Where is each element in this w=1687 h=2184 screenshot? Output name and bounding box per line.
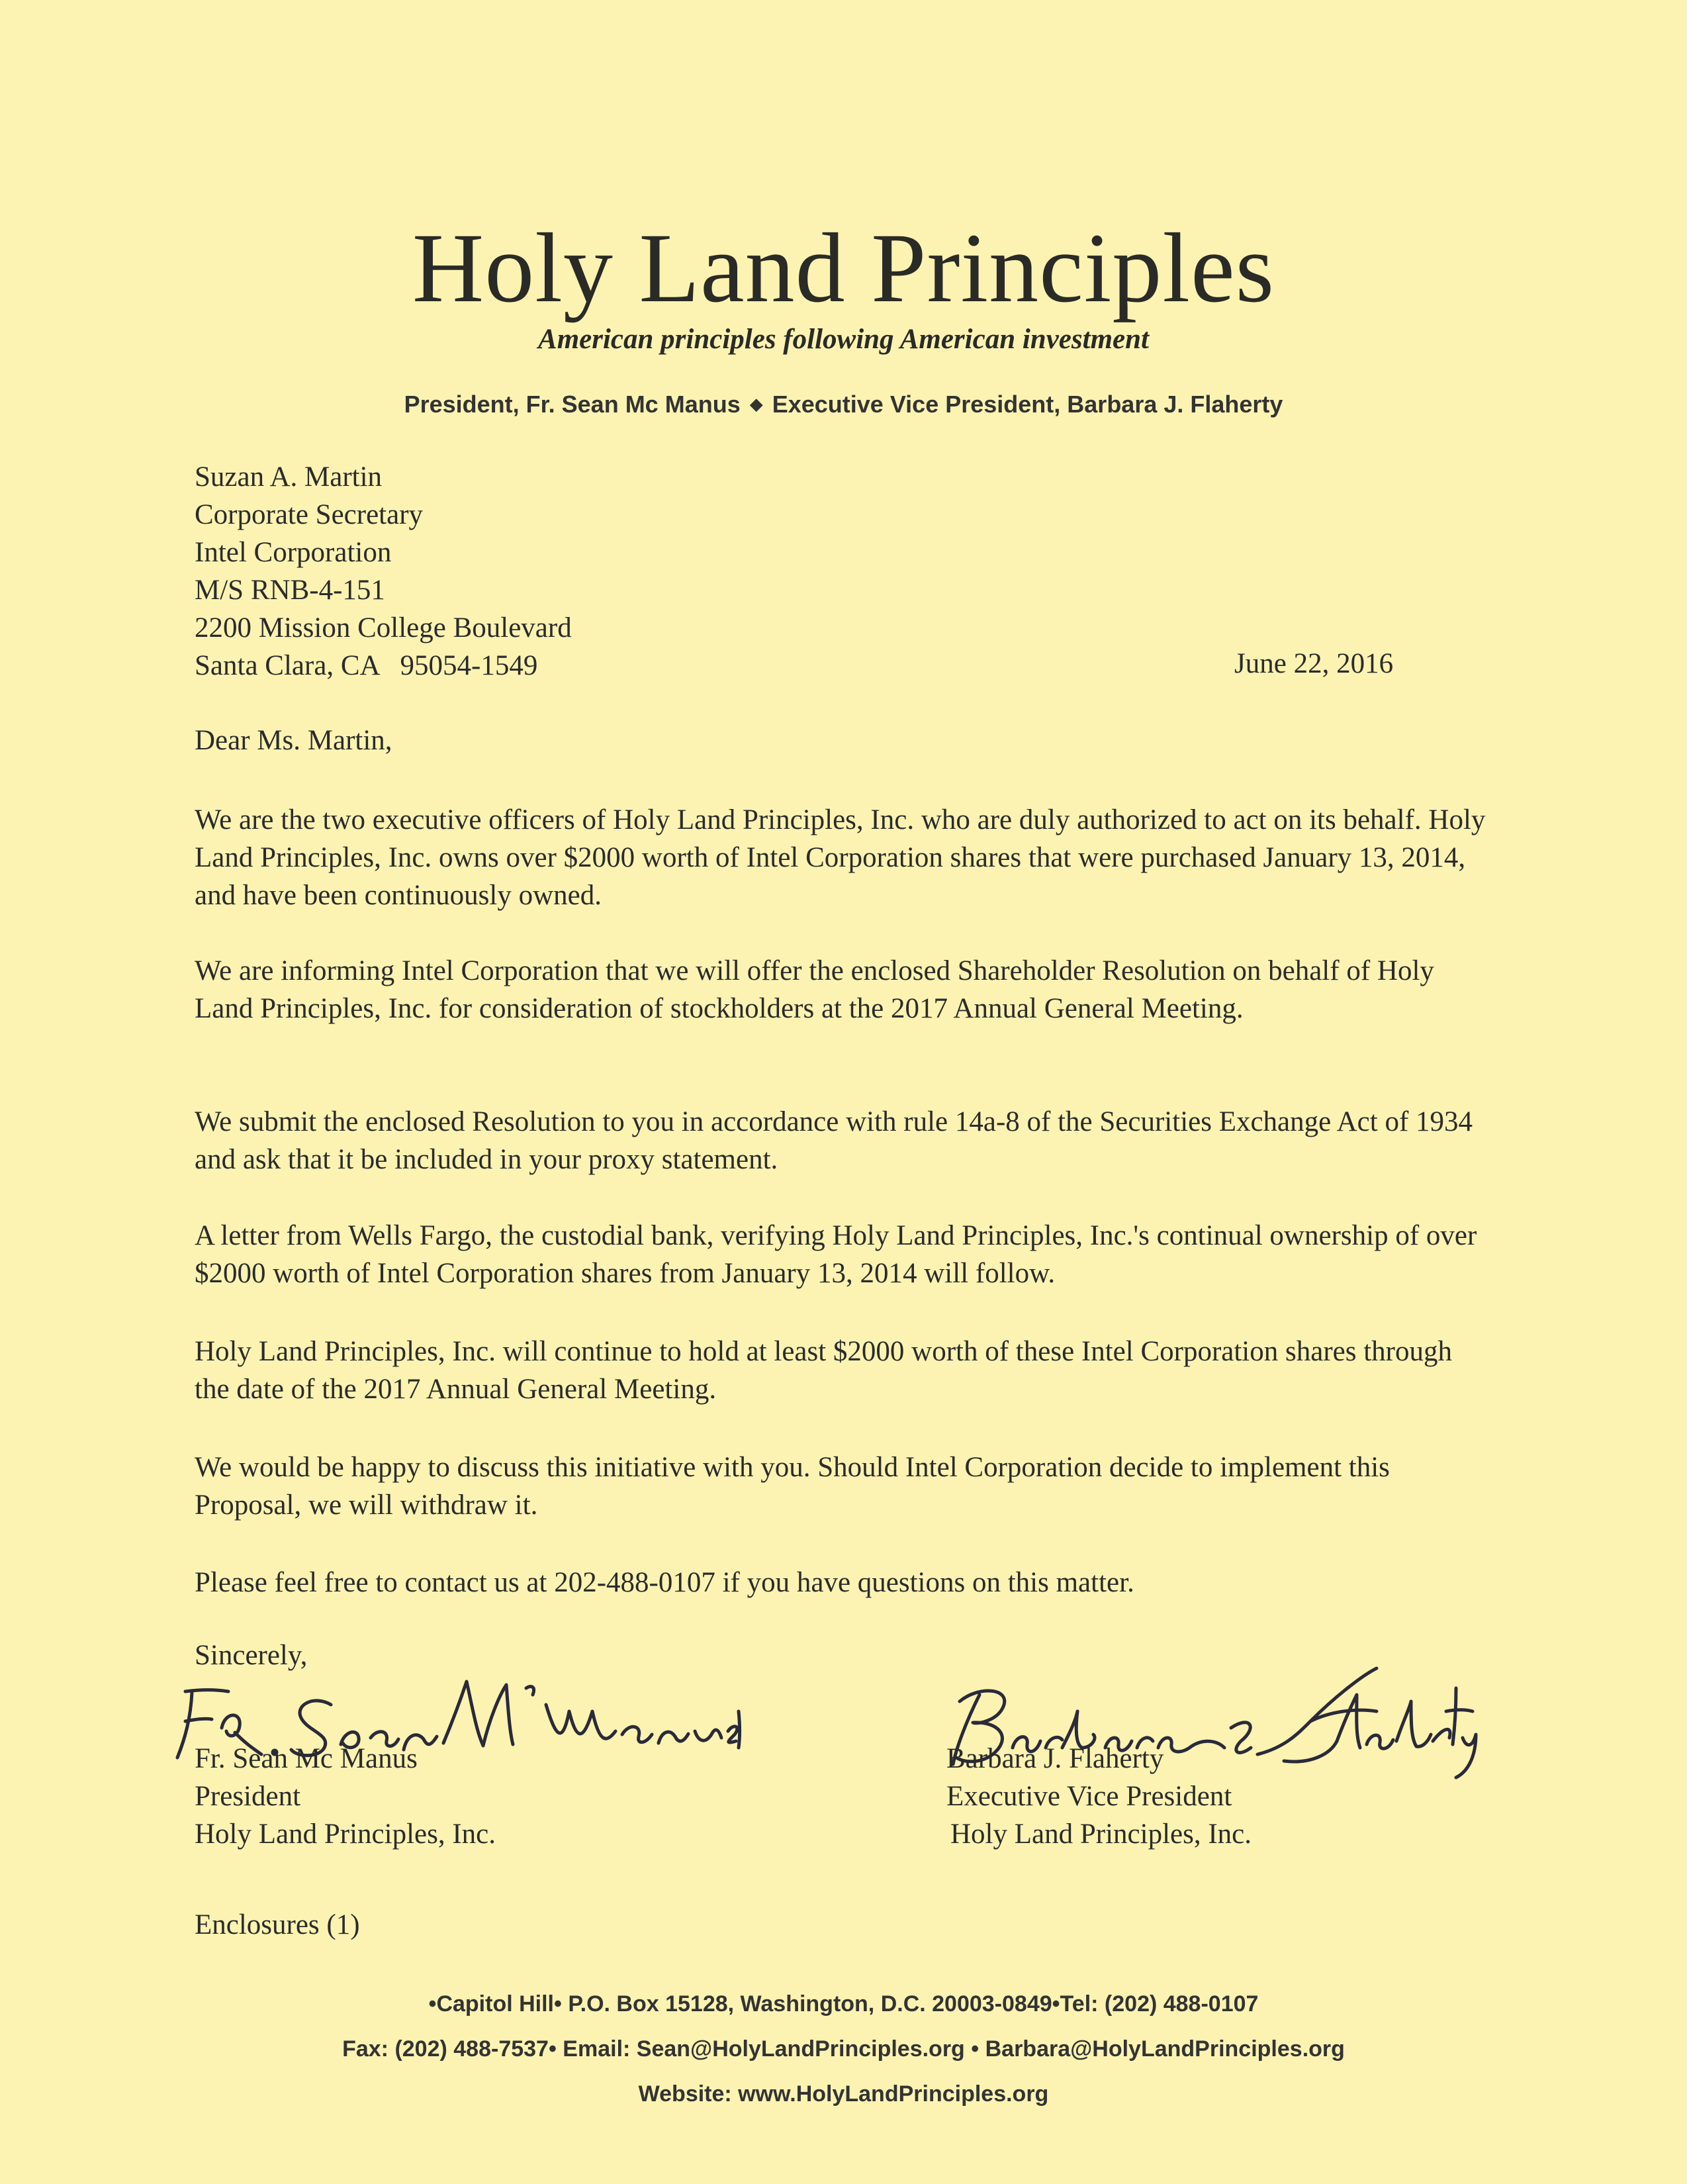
- letterhead-president: President, Fr. Sean Mc Manus: [404, 391, 741, 418]
- recipient-company: Intel Corporation: [195, 537, 392, 568]
- body-paragraph-5: Holy Land Principles, Inc. will continue to hold at least $2000 worth of these Intel Corporation shares through the date of the 2017 Annual General Meeting.: [195, 1336, 1452, 1405]
- body-paragraph-7: Please feel free to contact us at 202-488-0107 if you have questions on this matter.: [195, 1567, 1134, 1598]
- body-paragraph-2: We are informing Intel Corporation that we will offer the enclosed Shareholder Resolution on behalf of Holy Land Principles, Inc. for consideration of stockholders at the 2017 Annual General Meeting.: [195, 955, 1434, 1024]
- salutation: Dear Ms. Martin,: [195, 725, 392, 756]
- letter-date: June 22, 2016: [1234, 648, 1394, 679]
- signer-2-title: Executive Vice President: [946, 1781, 1232, 1812]
- body-paragraph-4: A letter from Wells Fargo, the custodial bank, verifying Holy Land Principles, Inc.'s continual ownership of over $2000 worth of Intel Corporation shares from January 13, 2014 will follow.: [195, 1220, 1477, 1289]
- letterhead-officers: [0, 391, 1687, 418]
- diamond-separator-icon: ◆: [749, 394, 763, 414]
- footer-address: •Capitol Hill• P.O. Box 15128, Washington, D.C. 20003-0849•Tel: (202) 488-0107: [428, 1991, 1259, 2017]
- recipient-address: [195, 458, 572, 685]
- letterhead-tagline: American principles following American investment: [538, 324, 1149, 355]
- signer-1-org: Holy Land Principles, Inc.: [195, 1819, 496, 1850]
- letterhead-evp: Executive Vice President, Barbara J. Flaherty: [772, 391, 1283, 418]
- body-paragraph-6: We would be happy to discuss this initiative with you. Should Intel Corporation decide to implement this Proposal, we will withdraw it.: [195, 1452, 1390, 1521]
- enclosures: Enclosures (1): [195, 1909, 360, 1940]
- signer-2-org: Holy Land Principles, Inc.: [950, 1819, 1252, 1850]
- recipient-title: Corporate Secretary: [195, 499, 424, 530]
- signer-1-block: [195, 1740, 496, 1853]
- footer-website: Website: www.HolyLandPrinciples.org: [638, 2081, 1049, 2107]
- signer-2-block: [946, 1740, 1252, 1853]
- recipient-name: Suzan A. Martin: [195, 461, 383, 493]
- footer-contact: Fax: (202) 488-7537• Email: Sean@HolyLandPrinciples.org • Barbara@HolyLandPrinciples.org: [342, 2036, 1345, 2062]
- recipient-city: Santa Clara, CA 95054-1549: [195, 650, 538, 681]
- signer-1-title: President: [195, 1781, 301, 1812]
- signer-2-name: Barbara J. Flaherty: [946, 1743, 1164, 1774]
- letterhead-title: Holy Land Principles: [412, 213, 1275, 323]
- recipient-street: 2200 Mission College Boulevard: [195, 612, 572, 643]
- recipient-mailstop: M/S RNB-4-151: [195, 575, 385, 606]
- body-paragraph-1: We are the two executive officers of Holy Land Principles, Inc. who are duly authorized to act on its behalf. Holy Land Principles, Inc. owns over $2000 worth of Intel Corporation shares that were purchased January 13, 2014, and have been continuously owned.: [195, 804, 1486, 911]
- closing: Sincerely,: [195, 1640, 308, 1671]
- body-paragraph-3: We submit the enclosed Resolution to you in accordance with rule 14a-8 of the Securities Exchange Act of 1934 and ask that it be included in your proxy statement.: [195, 1106, 1473, 1175]
- signer-1-name: Fr. Sean Mc Manus: [195, 1743, 418, 1774]
